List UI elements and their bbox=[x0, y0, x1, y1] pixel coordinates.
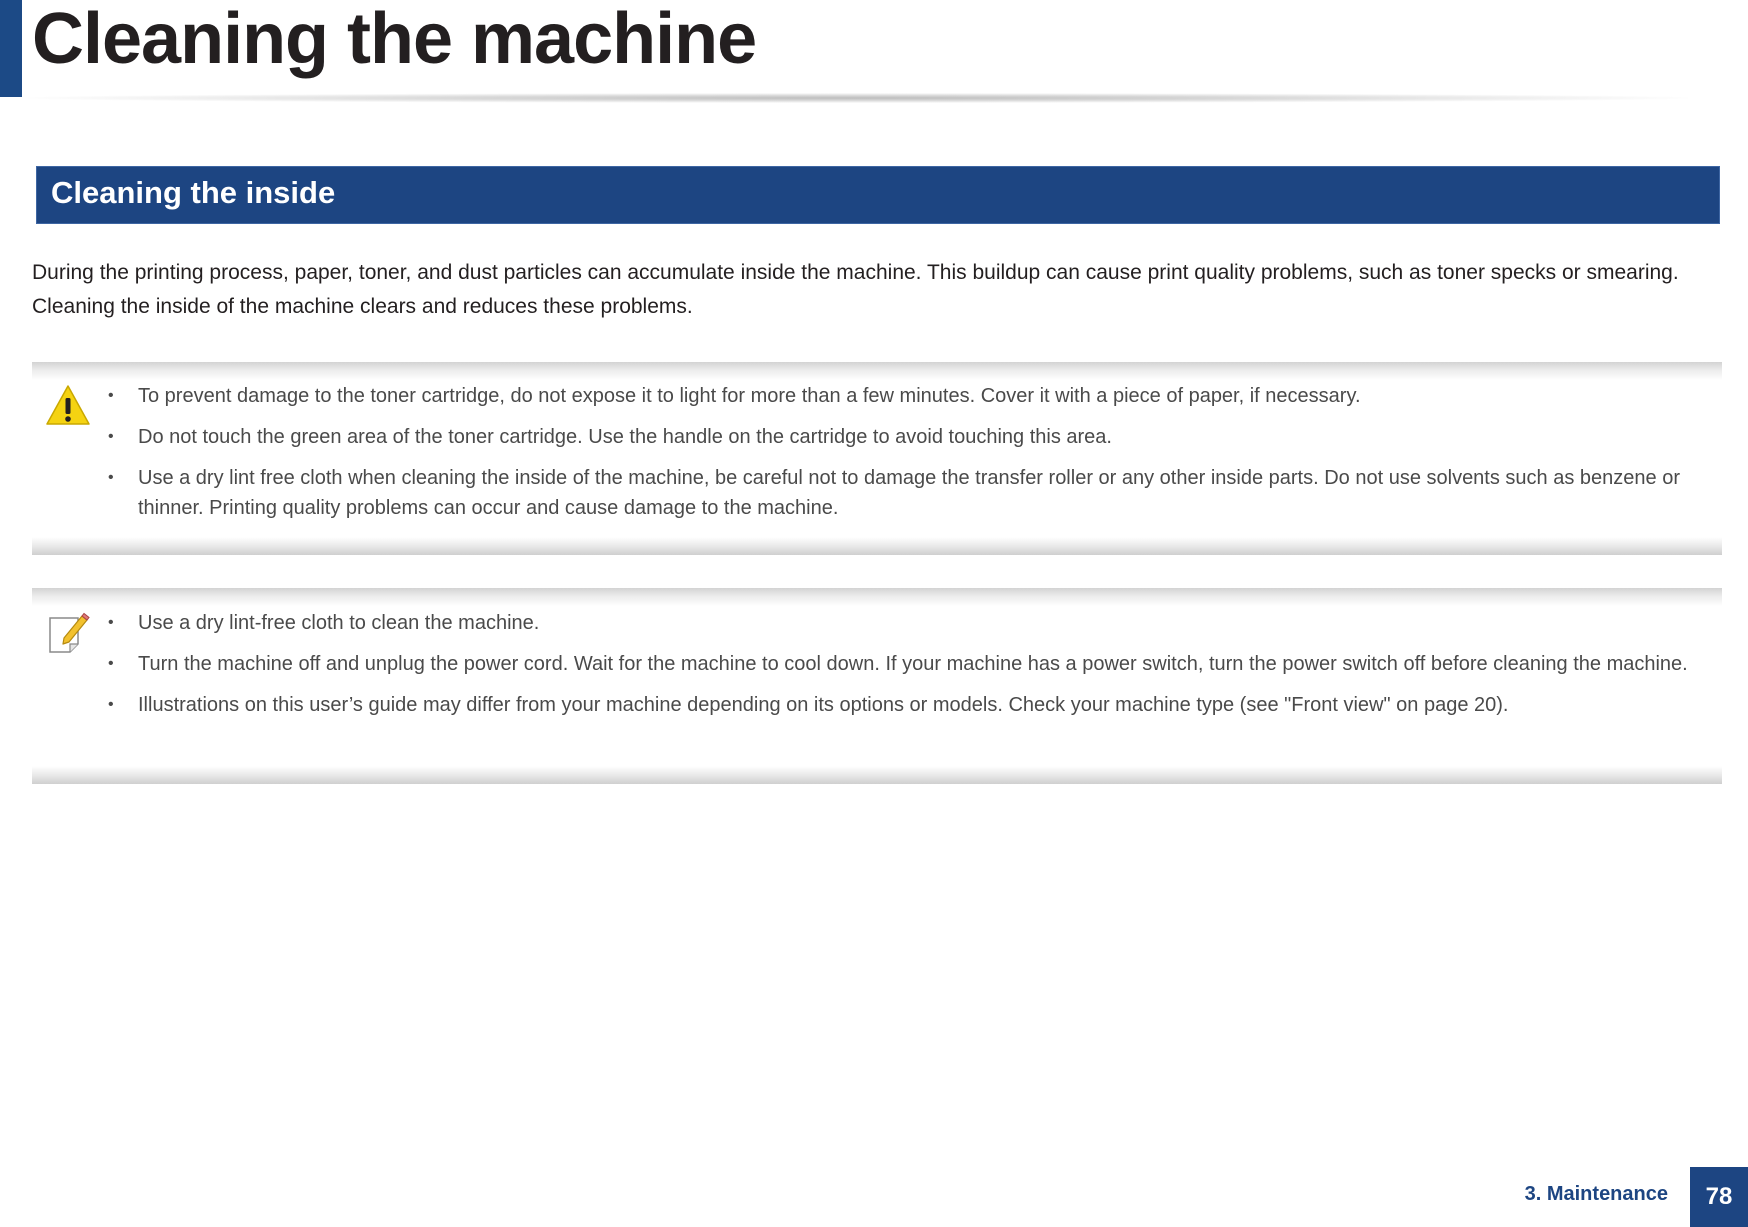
section-header-bar bbox=[36, 166, 1720, 224]
caution-item: • Do not touch the green area of the toner cartridge. Use the handle on the cartridge to avoid touching this area. bbox=[106, 422, 1722, 452]
footer-section-label: 3. Maintenance bbox=[1524, 1183, 1668, 1205]
warning-triangle-icon bbox=[44, 382, 92, 430]
note-pencil-icon bbox=[44, 610, 92, 658]
caution-list bbox=[106, 381, 1722, 534]
note-item: • Use a dry lint-free cloth to clean the machine. bbox=[106, 608, 1722, 638]
caution-bottom-rule bbox=[32, 537, 1722, 555]
note-bottom-rule bbox=[32, 766, 1722, 784]
note-top-rule bbox=[32, 588, 1722, 606]
page-title: Cleaning the machine bbox=[32, 0, 757, 79]
note-item: • Illustrations on this user’s guide may differ from your machine depending on its options or models. Check your machine type (see "Front view" on page 20). bbox=[106, 690, 1722, 720]
section-heading: Cleaning the inside bbox=[51, 175, 336, 210]
caution-top-rule bbox=[32, 362, 1722, 380]
note-item: • Turn the machine off and unplug the power cord. Wait for the machine to cool down. If your machine has a power switch, turn the power switch off before cleaning the machine. bbox=[106, 649, 1722, 679]
intro-paragraph: During the printing process, paper, toner, and dust particles can accumulate inside the machine. This buildup can cause print quality problems, such as toner specks or smearing. Cleaning the inside of the machine clears and reduces these problems. bbox=[32, 261, 1679, 318]
title-accent-bar bbox=[0, 0, 22, 97]
page-number-badge: 78 bbox=[1690, 1167, 1748, 1227]
caution-item: • To prevent damage to the toner cartridge, do not expose it to light for more than a few minutes. Cover it with a piece of paper, if necessary. bbox=[106, 381, 1722, 411]
caution-item: • Use a dry lint free cloth when cleaning the inside of the machine, be careful not to damage the transfer roller or any other inside parts. Do not use solvents such as benzene or thinner. Printing quality problems can occur and cause damage to the machine. bbox=[106, 463, 1722, 523]
note-list bbox=[106, 608, 1722, 731]
title-divider bbox=[28, 93, 1688, 103]
